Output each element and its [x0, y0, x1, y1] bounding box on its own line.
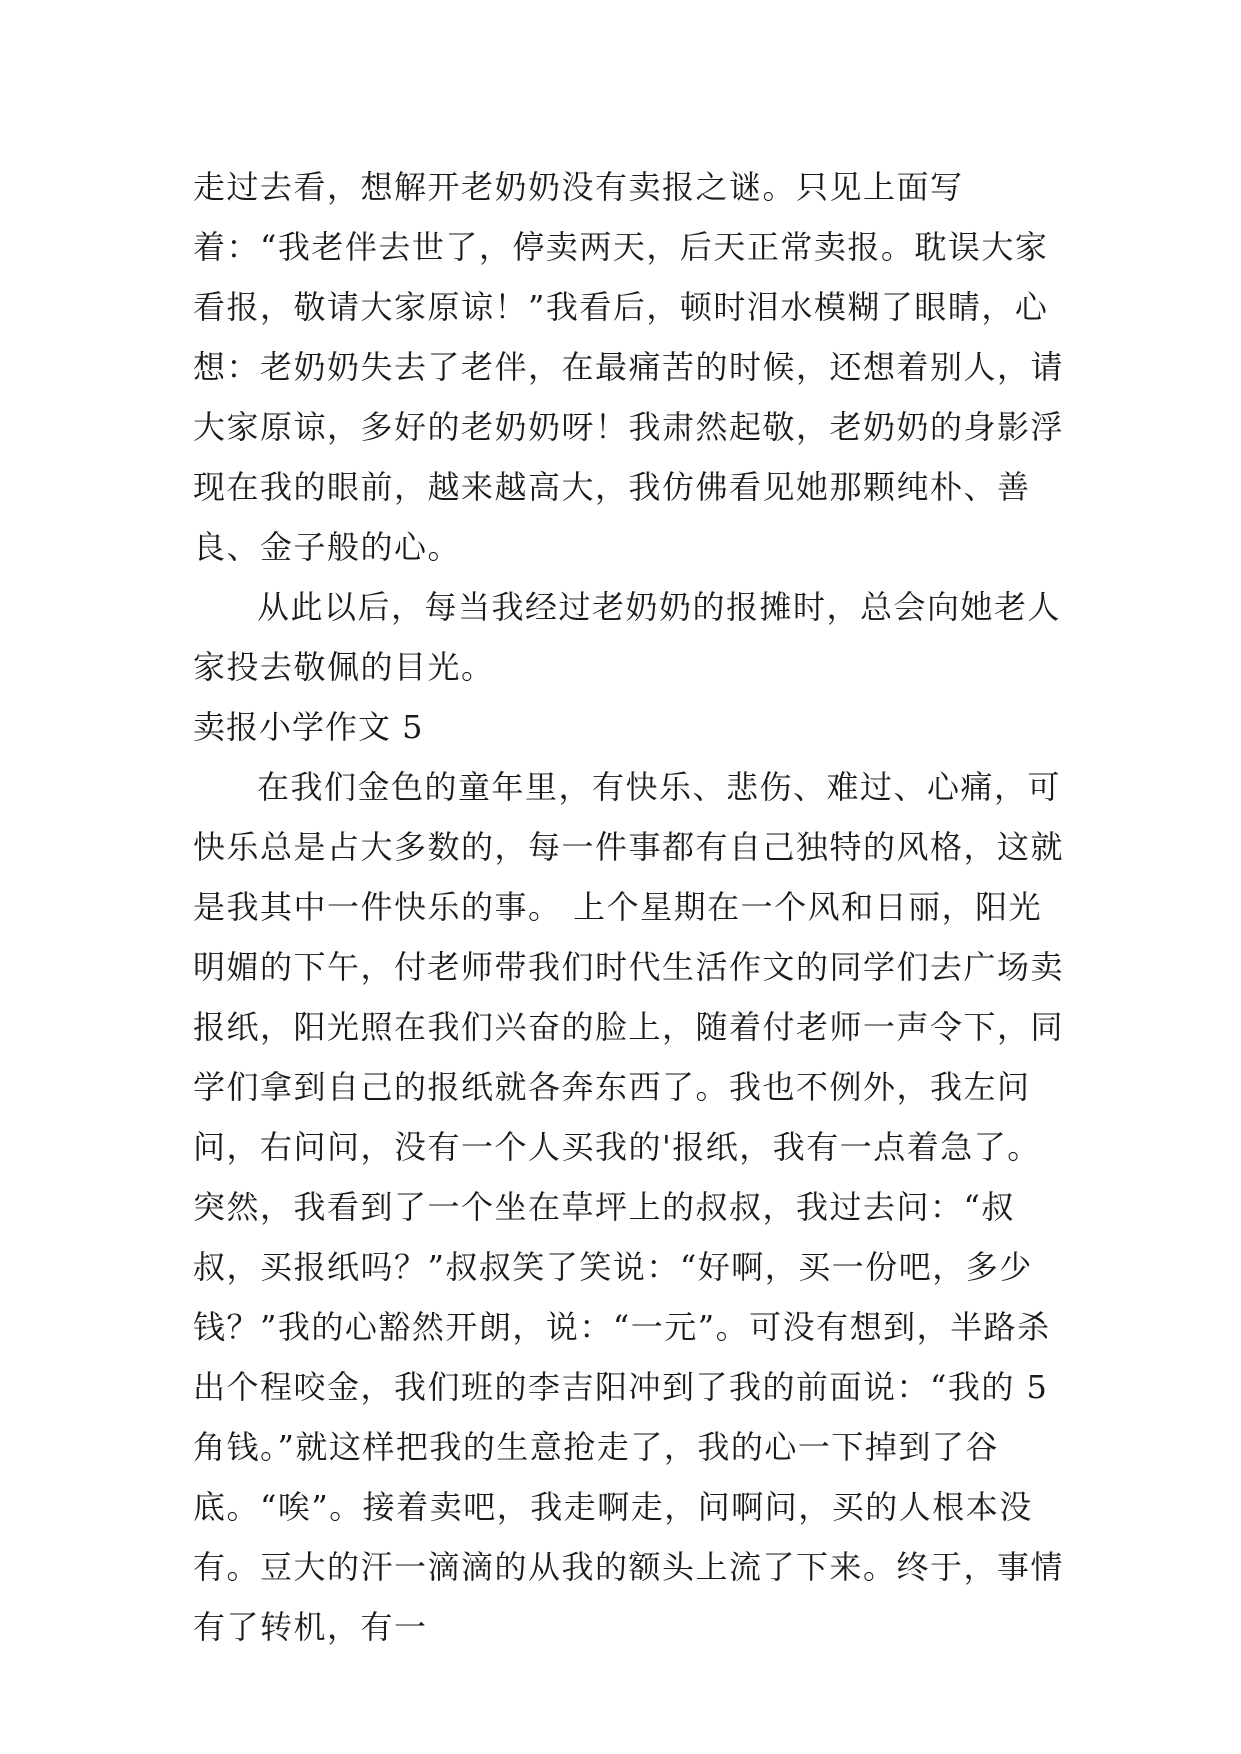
paragraph-2: 从此以后，每当我经过老奶奶的报摊时，总会向她老人家投去敬佩的目光。 — [193, 588, 1062, 686]
section-heading: 卖报小学作文 5 — [193, 708, 424, 746]
paragraph-3: 在我们金色的童年里，有快乐、悲伤、难过、心痛，可快乐总是占大多数的，每一件事都有自己独特的风格，这就是我其中一件快乐的事。 上个星期在一个风和日丽，阳光明媚的下午，付老师带我们时代生活作文的同学们去广场卖报纸，阳光照在我们兴奋的脸上，随着付老师一声令下，同学们拿到自己的报纸就各奔东西了。我也不例外，我左问问，右问问，没有一个人买我的'报纸，我有一点着急了。突然，我看到了一个坐在草坪上的叔叔，我过去问：“叔叔，买报纸吗？”叔叔笑了笑说：“好啊，买一份吧，多少钱？”我的心豁然开朗，说：“一元”。可没有想到，半路杀出个程咬金，我们班的李吉阳冲到了我的前面说：“我的 5 角钱。”就这样把我的生意抢走了，我的心一下掉到了谷底。“唉”。接着卖吧，我走啊走，问啊问，买的人根本没有。豆大的汗一滴滴的从我的额头上流了下来。终于，事情有了转机，有一 — [193, 768, 1065, 1646]
paragraph-1: 走过去看，想解开老奶奶没有卖报之谜。只见上面写着：“我老伴去世了，停卖两天，后天正常卖报。耽误大家看报，敬请大家原谅！”我看后，顿时泪水模糊了眼睛，心想：老奶奶失去了老伴，在最痛苦的时候，还想着别人，请大家原谅，多好的老奶奶呀！我肃然起敬，老奶奶的身影浮现在我的眼前，越来越高大，我仿佛看见她那颗纯朴、善良、金子般的心。 — [193, 168, 1065, 566]
